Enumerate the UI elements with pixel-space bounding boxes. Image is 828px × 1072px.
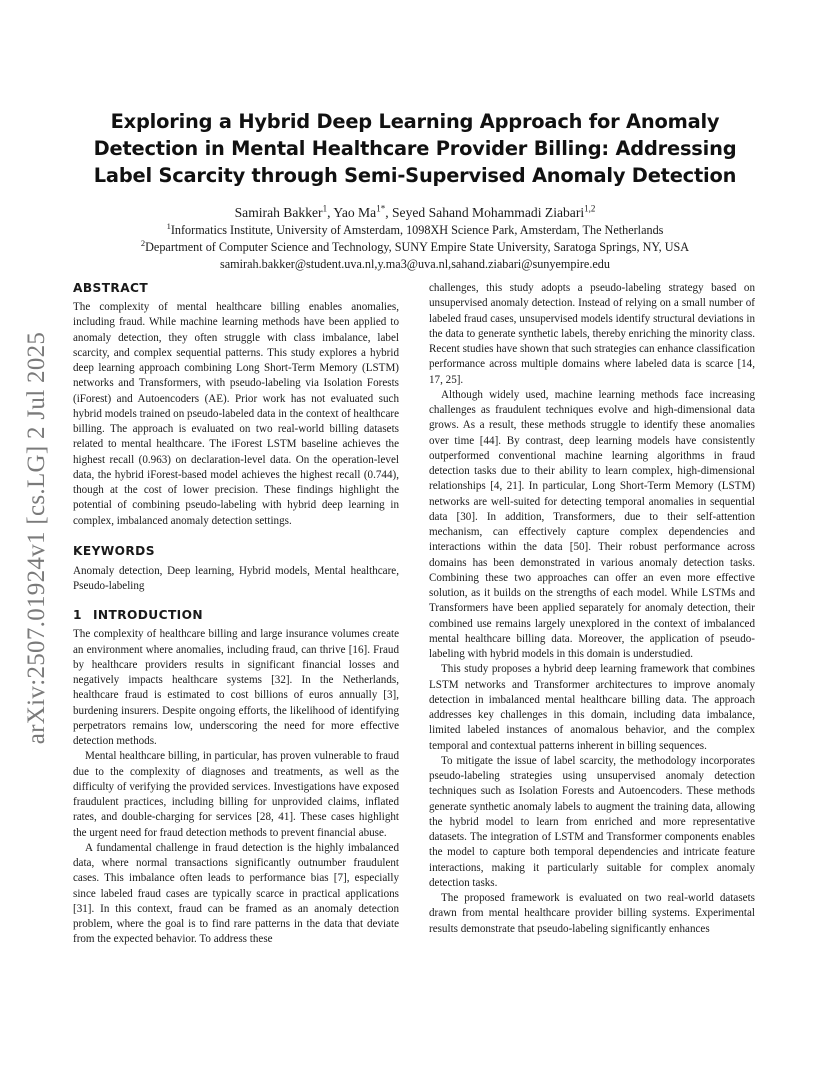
body-paragraph: This study proposes a hybrid deep learning framework that combines LSTM networks and Transformer architectures to improve anomaly detection in imbalanced mental healthcare billing data. The approach addresses key challenges in this domain, including data imbalance, limited labeled instances of anomalous behavior, and the complex temporal and contextual patterns inherent in billing sequences. bbox=[429, 663, 755, 752]
affiliation-mark: 1 bbox=[166, 220, 171, 231]
author-affiliation-mark: 1,2 bbox=[584, 203, 596, 214]
affiliation-text: Informatics Institute, University of Amsterdam, 1098XH Science Park, Amsterdam, The Netherlands bbox=[170, 223, 664, 237]
right-column bbox=[429, 281, 755, 937]
section-heading bbox=[73, 607, 399, 623]
body-paragraph: challenges, this study adopts a pseudo-labeling strategy based on unsupervised anomaly detection. Instead of relying on a small number of labeled fraud cases, unsupervised models identify structural deviations in the data to generate synthetic labels, thereby enriching the minority class. Recent studies have shown that such strategies can enhance classification performance across multiple domains where labeled data is scarce [14, 17, 25]. bbox=[429, 282, 755, 386]
section-title: INTRODUCTION bbox=[93, 608, 203, 623]
author-list bbox=[70, 204, 760, 222]
author-name: Yao Ma bbox=[333, 205, 377, 220]
affiliation-line bbox=[70, 222, 760, 238]
author-name: Seyed Sahand Mohammadi Ziabari bbox=[391, 205, 585, 220]
section-number: 1 bbox=[73, 608, 82, 623]
body-paragraph: To mitigate the issue of label scarcity, the methodology incorporates pseudo-labeling strategies using unsupervised anomaly detection techniques such as Isolation Forests and Autoencoders. These methods generate synthetic anomaly labels to augment the training data, allowing the hybrid model to learn from enriched and more representative datasets. The integration of LSTM and Transformer components enables the model to capture both temporal dependencies and intricate feature interactions, making it particularly suitable for complex anomaly detection tasks. bbox=[429, 754, 755, 889]
author-affiliation-mark: 1 bbox=[322, 203, 328, 214]
abstract-text: The complexity of mental healthcare billing enables anomalies, including fraud. While machine learning methods have been applied to anomaly detection, they often struggle with class imbalance, label scarcity, and complex sequential patterns. This study explores a hybrid deep learning approach combining Long Short-Term Memory (LSTM) networks and Transformers, with pseudo-labeling via Isolation Forests (iForest) and Autoencoders (AE). Prior work has not evaluated such hybrid models trained on pseudo-labeled data in the context of healthcare billing. The approach is evaluated on two real-world billing datasets related to mental healthcare. The iForest LSTM baseline achieves the highest recall (0.963) on declaration-level data. On the operation-level data, the hybrid iForest-based model achieves the highest recall (0.744), though at the cost of lower precision. These findings highlight the potential of combining pseudo-labeling with hybrid deep learning in complex, imbalanced anomaly detection settings. bbox=[73, 301, 399, 527]
left-column bbox=[73, 280, 399, 948]
keywords-text: Anomaly detection, Deep learning, Hybrid models, Mental healthcare, Pseudo-labeling bbox=[73, 564, 399, 592]
arxiv-identifier-stamp bbox=[22, 318, 52, 758]
paper-title: Exploring a Hybrid Deep Learning Approach for Anomaly Detection in Mental Healthcare Provider Billing: Addressing Label Scarcity through Semi-Supervised Anomaly Detection bbox=[93, 110, 737, 187]
body-paragraph: The proposed framework is evaluated on two real-world datasets drawn from mental healthcare provider billing systems. Experimental results demonstrate that pseudo-labeling significantly enhances bbox=[429, 892, 755, 935]
author-affiliation-mark: 1* bbox=[376, 203, 386, 214]
affiliation-mark: 2 bbox=[140, 237, 146, 248]
keywords-heading: KEYWORDS bbox=[73, 543, 155, 558]
body-paragraph: The complexity of healthcare billing and large insurance volumes create an environment where anomalies, including fraud, can thrive [16]. Fraud by healthcare providers results in significant financial losses and negatively impacts healthcare systems [32]. In the Netherlands, healthcare fraud is estimated to cost billions of euros annually [3], burdening insurers. Despite ongoing efforts, the likelihood of identifying perpetrators remains low, underscoring the need for more effective detection methods. bbox=[73, 628, 399, 747]
affiliation-line bbox=[70, 239, 760, 255]
body-paragraph: Mental healthcare billing, in particular, has proven vulnerable to fraud due to the complexity of diagnoses and treatments, as well as the difficulty of verifying the provided services. Investigations have exposed fraudulent practices, including billing for unprovided claims, inflated rates, and double-charging for services [28, 41]. These cases highlight the urgent need for fraud detection methods to prevent financial abuse. bbox=[73, 750, 399, 839]
abstract-heading: ABSTRACT bbox=[73, 281, 149, 295]
author-emails: samirah.bakker@student.uva.nl,y.ma3@uva.nl,sahand.ziabari@sunyempire.edu bbox=[220, 257, 610, 271]
body-paragraph: A fundamental challenge in fraud detection is the highly imbalanced data, where normal transactions significantly outnumber fraudulent cases. This imbalance often leads to performance bias [7], especially since labeled fraud cases are typically scarce in practical applications [31]. In this context, fraud can be framed as an anomaly detection problem, where the goal is to find rare patterns in the data that deviate from the expected behavior. To address these bbox=[73, 841, 399, 946]
author-separator: , bbox=[385, 205, 392, 220]
arxiv-identifier-text: arXiv:2507.01924v1 [cs.LG] 2 Jul 2025 bbox=[23, 331, 50, 745]
author-separator: , bbox=[327, 205, 334, 220]
author-name: Samirah Bakker bbox=[234, 205, 323, 220]
body-paragraph: Although widely used, machine learning methods face increasing challenges as fraudulent techniques evolve and high-dimensional data grows. As a result, these methods struggle to identify these anomalies over time [44]. By contrast, deep learning models have consistently outperformed conventional machine learning algorithms in fraud detection tasks due to their ability to learn complex, high-dimensional relationships [4, 21]. In particular, Long Short-Term Memory (LSTM) networks are well-suited for detecting temporal anomalies in sequential data [30]. In addition, Transformers, due to their self-attention mechanism, can effectively capture complex dependencies and interactions within the data [50]. Their robust performance across domains has been demonstrated in various anomaly detection tasks. Combining these two approaches can offer an even more effective solution, as it builds on the strengths of each model. While LSTMs and Transformers have been applied separately for anomaly detection, their combined use remains largely unexplored in the context of imbalanced mental healthcare billing data. Moreover, the application of pseudo-labeling with hybrid models in this domain is understudied. bbox=[429, 388, 755, 660]
affiliation-text: Department of Computer Science and Technology, SUNY Empire State University, Saratoga Springs, NY, USA bbox=[145, 240, 690, 254]
